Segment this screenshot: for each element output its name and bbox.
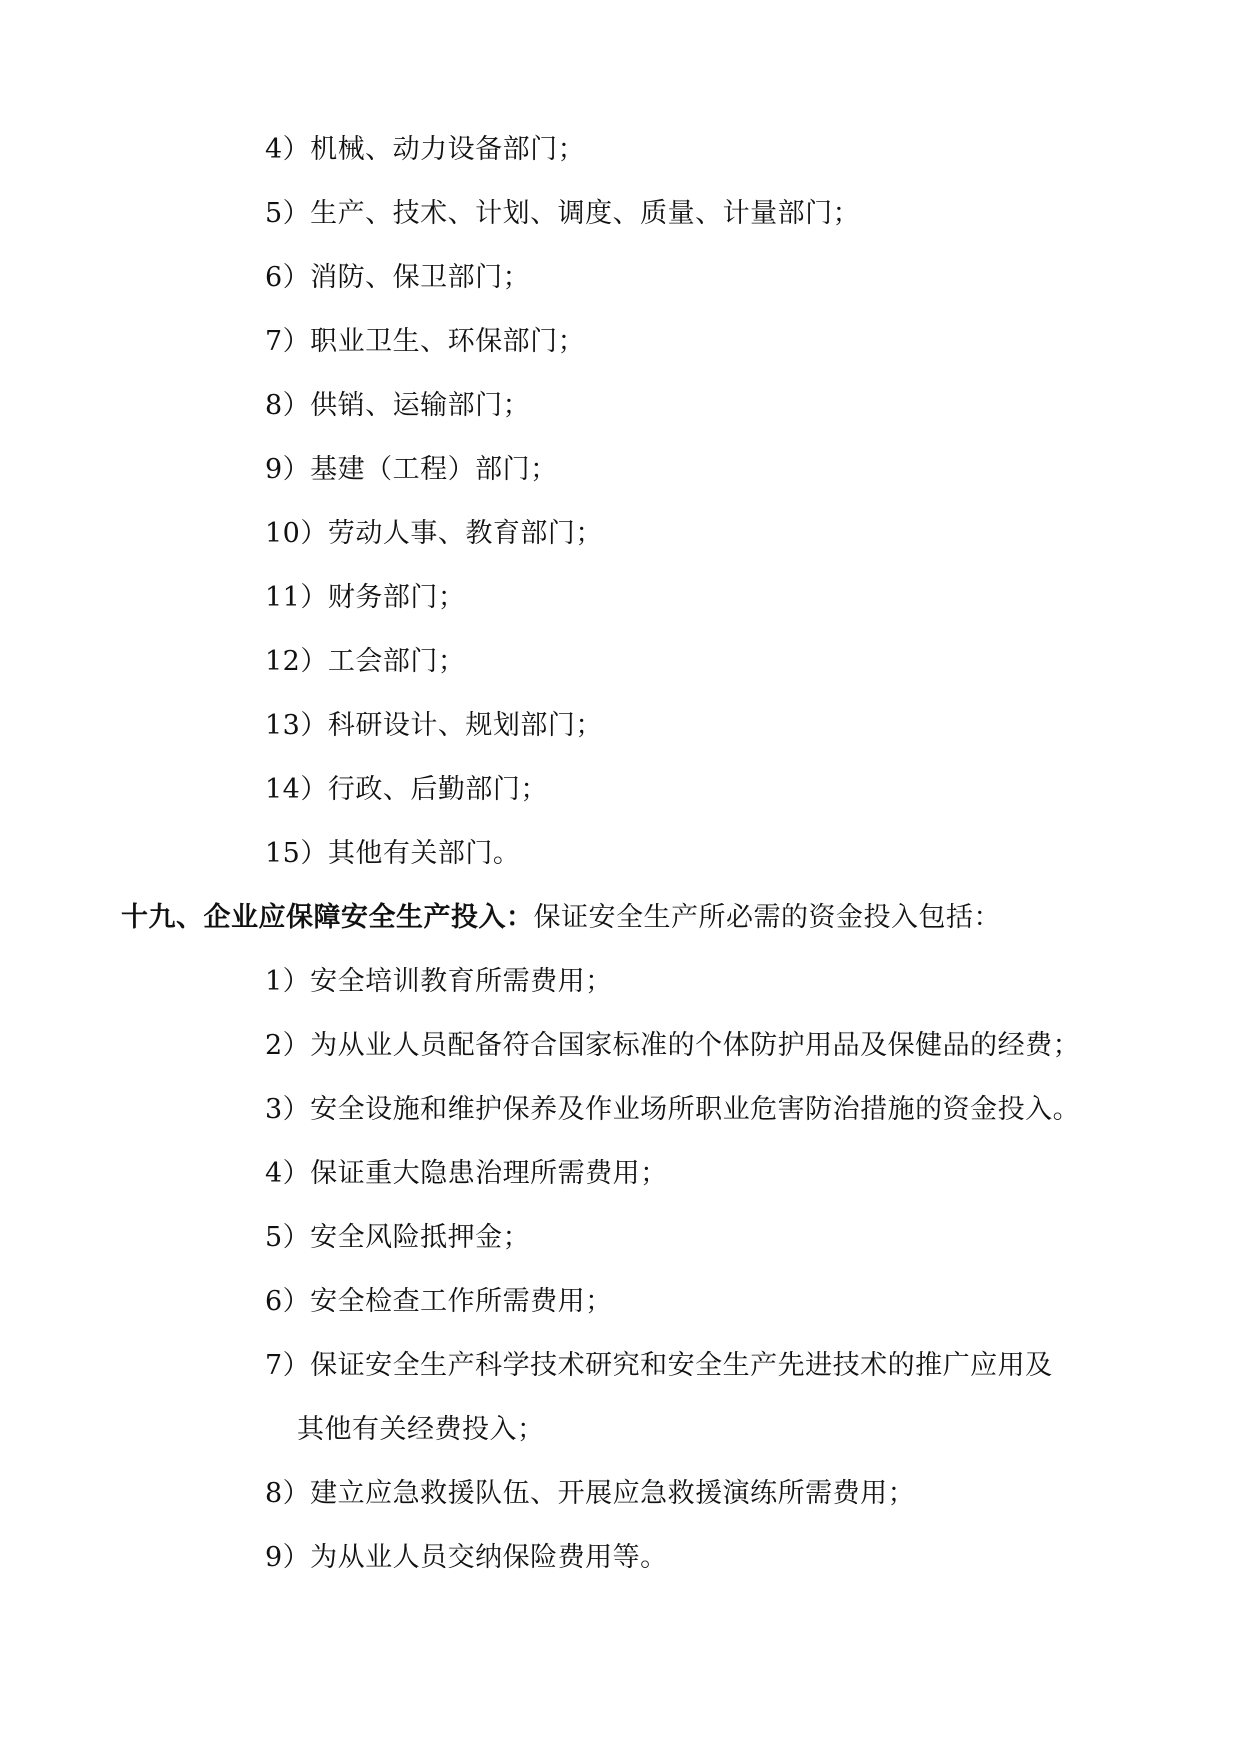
list-item: 1）安全培训教育所需费用； [265,966,613,997]
list-item: 6）消防、保卫部门； [265,262,531,293]
list-item: 6）安全检查工作所需费用； [265,1286,613,1317]
list-item-continuation: 其他有关经费投入； [297,1414,545,1445]
list-item: 4）机械、动力设备部门； [265,134,586,165]
list-item: 13）科研设计、规划部门； [265,710,603,741]
list-item: 7）保证安全生产科学技术研究和安全生产先进技术的推广应用及 [265,1350,1053,1381]
list-item: 14）行政、后勤部门； [265,774,548,805]
list-item: 8）建立应急救援队伍、开展应急救援演练所需费用； [265,1478,916,1509]
list-item: 9）为从业人员交纳保险费用等。 [265,1542,668,1573]
list-item: 15）其他有关部门。 [265,838,521,869]
list-item: 2）为从业人员配备符合国家标准的个体防护用品及保健品的经费； [265,1030,1081,1061]
list-item: 3）安全设施和维护保养及作业场所职业危害防治措施的资金投入。 [265,1094,1081,1125]
section-heading [121,900,1001,936]
list-item: 9）基建（工程）部门； [265,454,558,485]
list-item: 5）安全风险抵押金； [265,1222,531,1253]
list-item: 10）劳动人事、教育部门； [265,518,603,549]
list-item: 8）供销、运输部门； [265,390,531,421]
list-item: 12）工会部门； [265,646,466,677]
section-heading-text: 保证安全生产所必需的资金投入包括： [533,902,1001,933]
list-item: 7）职业卫生、环保部门； [265,326,586,357]
list-item: 11）财务部门； [265,582,466,613]
list-item: 5）生产、技术、计划、调度、质量、计量部门； [265,198,861,229]
list-item: 4）保证重大隐患治理所需费用； [265,1158,668,1189]
section-heading-title: 十九、企业应保障安全生产投入： [121,902,534,933]
